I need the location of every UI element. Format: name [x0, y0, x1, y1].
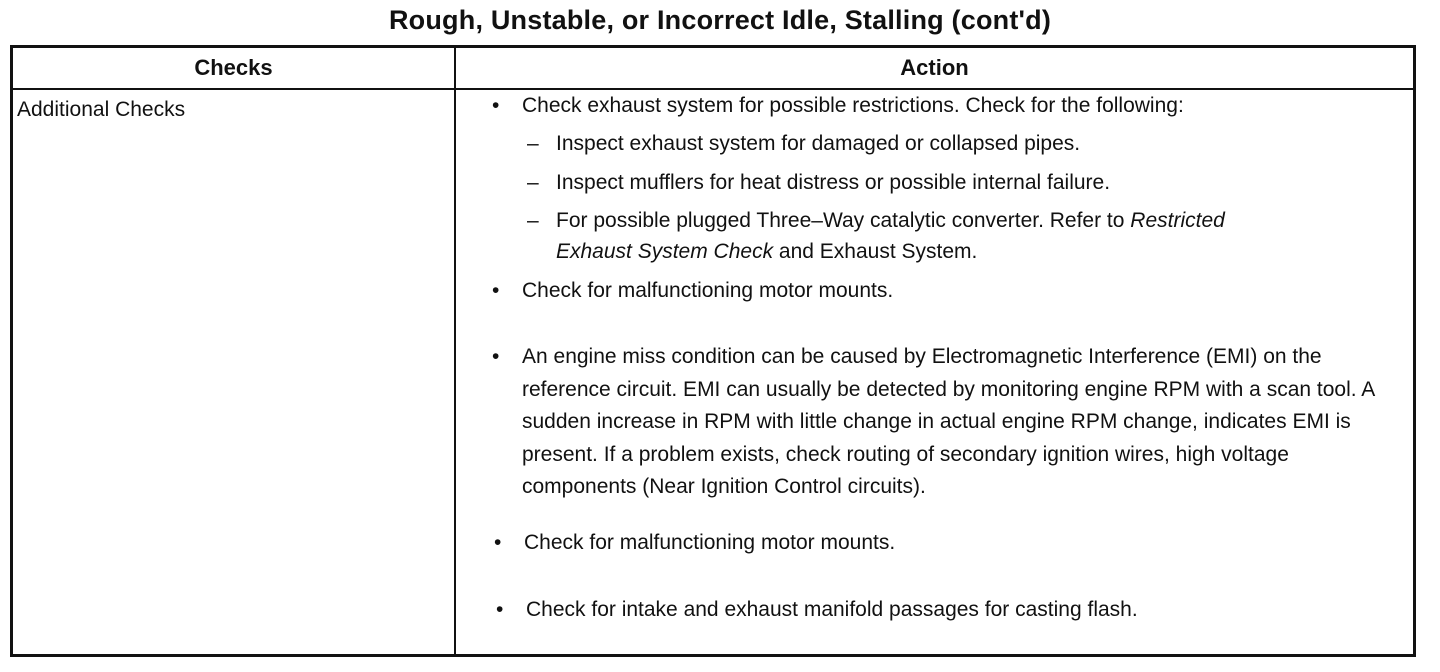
action-sub-2: Inspect mufflers for heat distress or possible internal failure. [556, 171, 1111, 194]
action-bullet-1: Check exhaust system for possible restrictions. Check for the following: [522, 94, 1184, 117]
bullet-marker: • [494, 531, 502, 554]
sub-3-italic-b: Exhaust System Check [556, 240, 774, 263]
bullet-marker: • [492, 94, 500, 117]
bullet-marker: • [492, 279, 500, 302]
action-sub-1: Inspect exhaust system for damaged or collapsed pipes. [556, 132, 1081, 155]
header-checks: Checks [194, 55, 273, 80]
sub-3-italic-a: Restricted [1130, 209, 1225, 232]
action-bullet-2: Check for malfunctioning motor mounts. [522, 279, 894, 302]
dash-marker: – [527, 171, 539, 194]
header-action: Action [900, 55, 969, 80]
action-sub-3-line-1 [556, 205, 1225, 237]
page-title: Rough, Unstable, or Incorrect Idle, Stalling (cont'd) [388, 5, 1052, 35]
sub-3-text-b: and Exhaust System. [773, 240, 978, 263]
checks-cell: Additional Checks [17, 98, 186, 121]
action-bullet-4: Check for malfunctioning motor mounts. [524, 531, 896, 554]
action-sub-3-line-2 [556, 236, 977, 268]
action-bullet-3: An engine miss condition can be caused by Electromagnetic Interference (EMI) on the reference circuit. EMI can usually be detected by monitoring engine RPM with a scan tool. A sudden increase in RPM with little change in actual engine RPM change, indicates EMI is present. If a problem exists, check routing of secondary ignition wires, high voltage components (Near Ignition Control circuits). [522, 345, 1375, 498]
bullet-marker: • [496, 598, 504, 621]
sub-3-text-a: For possible plugged Three–Way catalytic converter. Refer to [556, 209, 1131, 232]
bullet-marker: • [492, 345, 500, 368]
dash-marker: – [527, 209, 539, 232]
action-bullet-5: Check for intake and exhaust manifold passages for casting flash. [526, 598, 1138, 621]
dash-marker: – [527, 132, 539, 155]
